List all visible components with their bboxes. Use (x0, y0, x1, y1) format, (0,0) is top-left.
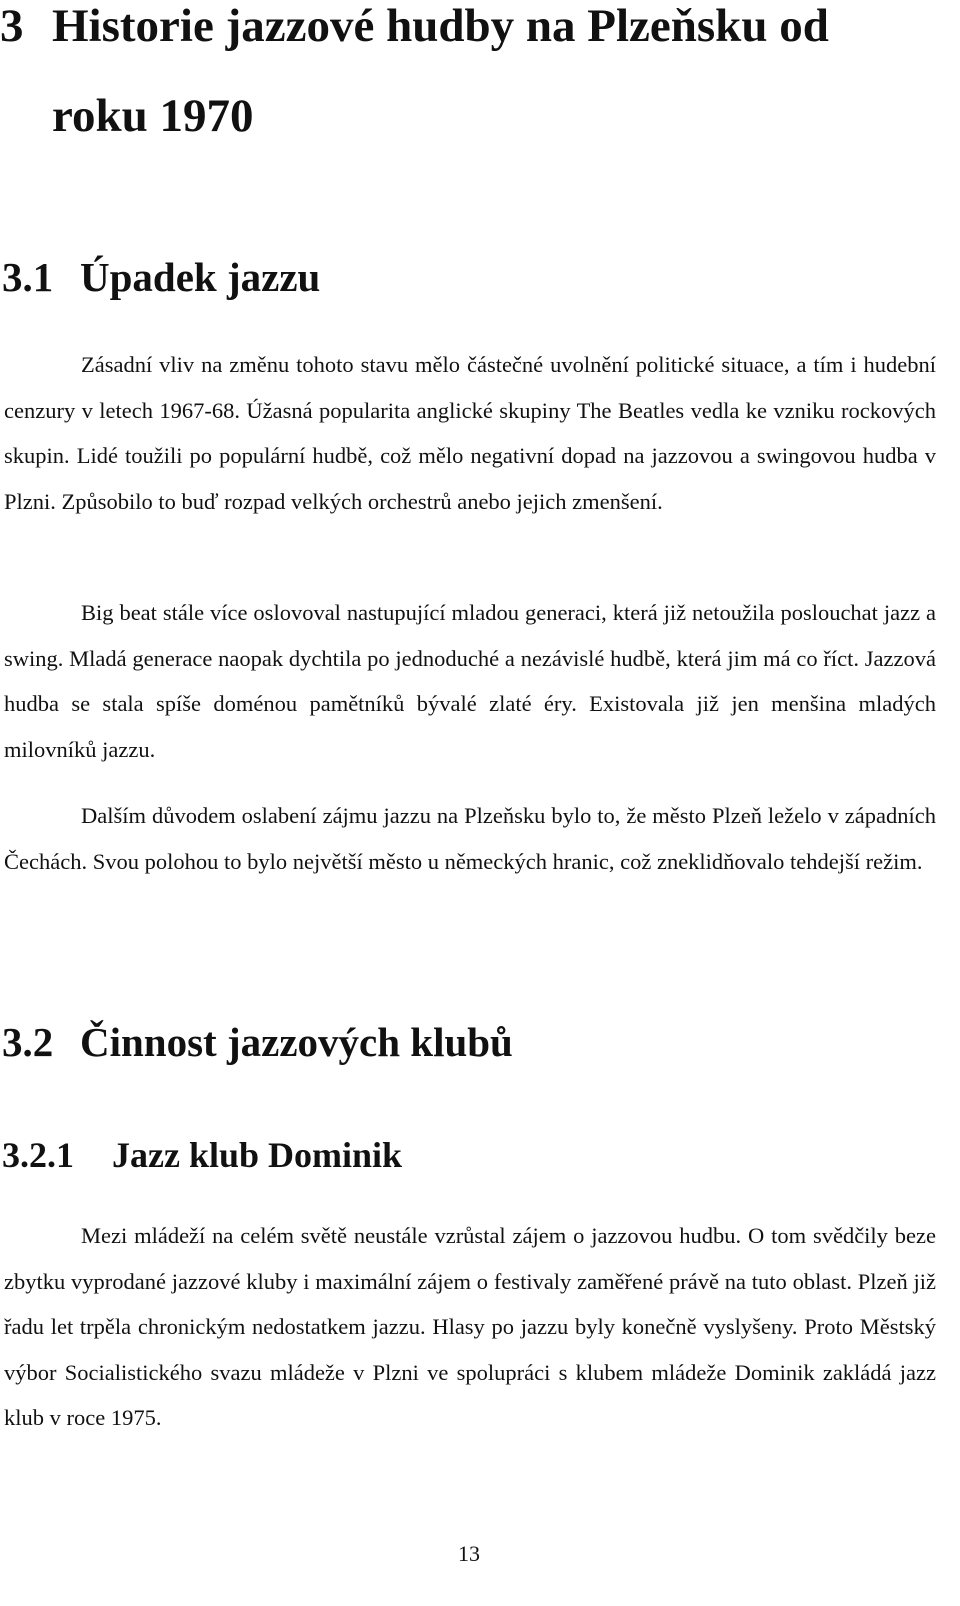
section-number: 3.2 (2, 1019, 54, 1065)
subsection-title: Jazz klub Dominik (112, 1135, 403, 1175)
section-title: Úpadek jazzu (80, 254, 321, 300)
chapter-heading (0, 0, 955, 52)
paragraph: Big beat stále více oslovoval nastupující mladou generaci, která již netoužila poslouchat jazz a swing. Mladá generace naopak dychtila po jednoduché a nezávislé hudbě, která jim má co říct. Jazzová hudba se stala spíše doménou pamětníků bývalé zlaté éry. Existovala již jen menšina mladých milovníků jazzu. (4, 600, 936, 762)
section-title: Činnost jazzových klubů (80, 1019, 513, 1065)
section-heading-3-2 (2, 1019, 513, 1065)
page-number: 13 (458, 1541, 480, 1566)
chapter-title-line1: Historie jazzové hudby na Plzeňsku od (52, 0, 829, 52)
subsection-heading-3-2-1 (2, 1137, 402, 1173)
paragraph: Zásadní vliv na změnu tohoto stavu mělo částečné uvolnění politické situace, a tím i hudební cenzury v letech 1967-68. Úžasná popularita anglické skupiny The Beatles vedla ke vzniku rockových skupin. Lidé toužili po populární hudbě, což mělo negativní dopad na jazzovou a swingovou hudba v Plzni. Způsobilo to buď rozpad velkých orchestrů anebo jejich zmenšení. (4, 352, 936, 514)
paragraph: Dalším důvodem oslabení zájmu jazzu na Plzeňsku bylo to, že město Plzeň leželo v západních Čechách. Svou polohou to bylo největší město u německých hranic, což zneklidňovalo tehdejší režim. (4, 803, 936, 874)
section-heading-3-1 (2, 254, 321, 300)
section-number: 3.1 (2, 254, 54, 300)
chapter-title-line2: roku 1970 (52, 90, 254, 142)
subsection-number: 3.2.1 (2, 1135, 74, 1175)
chapter-number: 3 (0, 0, 24, 52)
paragraph: Mezi mládeží na celém světě neustále vzrůstal zájem o jazzovou hudbu. O tom svědčily beze zbytku vyprodané jazzové kluby i maximální zájem o festivaly zaměřené právě na tuto oblast. Plzeň již řadu let trpěla chronickým nedostatkem jazzu. Hlasy po jazzu byly konečně vyslyšeny. Proto Městský výbor Socialistického svazu mládeže v Plzni ve spolupráci s klubem mládeže Dominik zakládá jazz klub v roce 1975. (4, 1223, 936, 1430)
